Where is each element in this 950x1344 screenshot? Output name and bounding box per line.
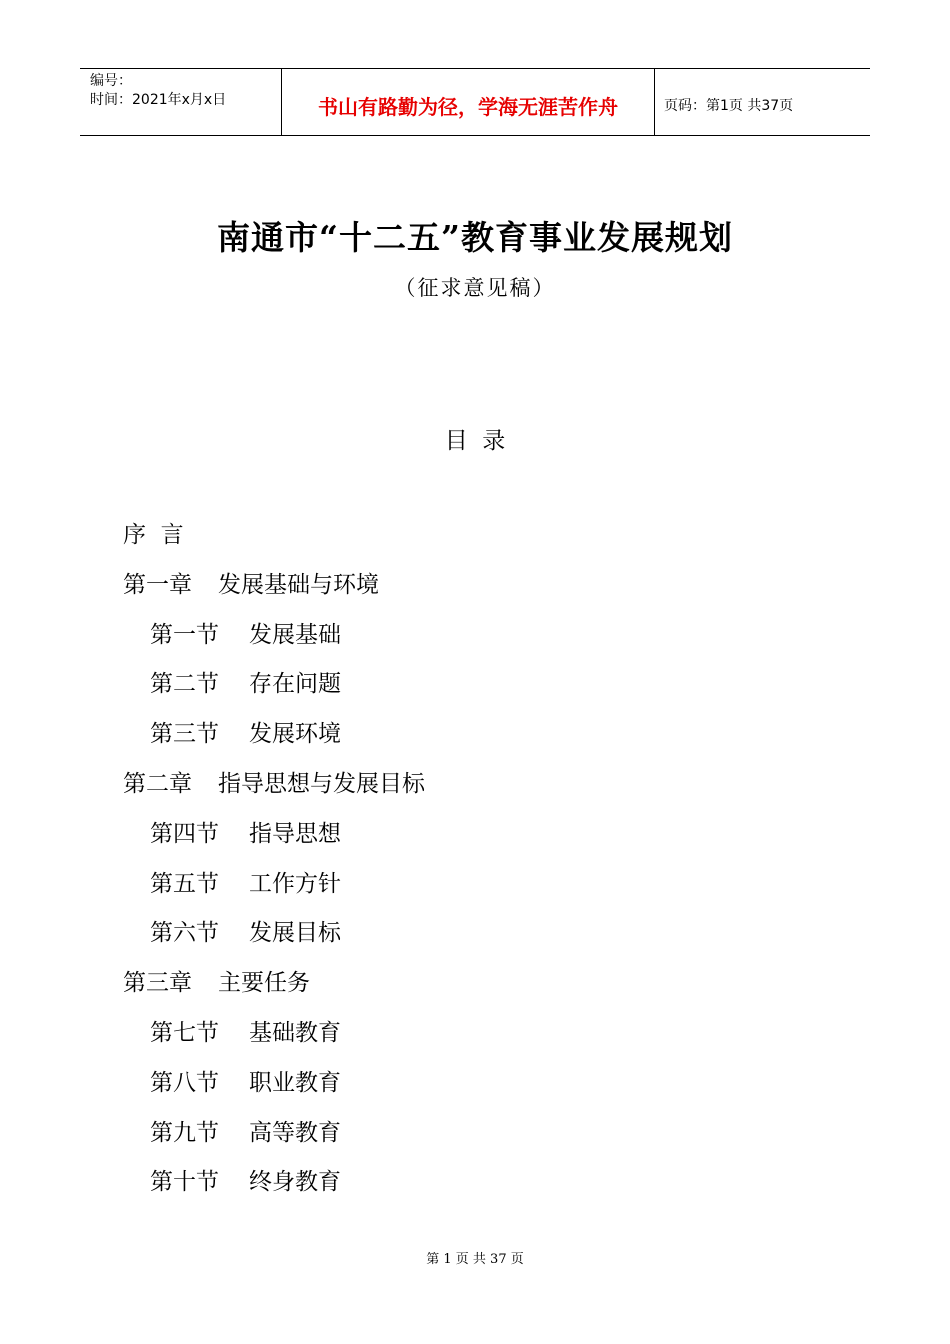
toc-entry-title: 指导思想与发展目标 [218, 771, 425, 797]
toc-entry-number: 第八节 [150, 1070, 219, 1096]
toc-section [150, 819, 341, 849]
toc-section [150, 620, 341, 650]
toc-section [150, 1118, 341, 1148]
toc-entry-number: 第十节 [150, 1169, 219, 1195]
toc-section [150, 1068, 341, 1098]
document-date-label: 时间：2021年x月x日 [90, 92, 227, 108]
toc-chapter [123, 968, 310, 998]
toc-entry-title: 工作方针 [249, 871, 341, 897]
toc-entry-title: 发展目标 [249, 920, 341, 946]
toc-entry-number: 第五节 [150, 871, 219, 897]
toc-section [150, 869, 341, 899]
toc-entry-title: 指导思想 [249, 821, 341, 847]
document-title: 南通市“十二五”教育事业发展规划 [217, 218, 733, 257]
toc-entry-title: 基础教育 [249, 1020, 341, 1046]
header-page-info: 页码：第1页 共37页 [664, 98, 794, 114]
toc-entry-title: 终身教育 [249, 1169, 341, 1195]
toc-section [150, 1167, 341, 1197]
toc-entry-title: 存在问题 [249, 671, 341, 697]
toc-section [150, 918, 341, 948]
toc-entry-title: 发展基础 [249, 622, 341, 648]
toc-entry-title: 主要任务 [218, 970, 310, 996]
toc-section [150, 719, 341, 749]
header-motto: 书山有路勤为径，学海无涯苦作舟 [318, 95, 618, 119]
toc-entry-number: 第二节 [150, 671, 219, 697]
toc-section [150, 1018, 341, 1048]
toc-entry-number: 第七节 [150, 1020, 219, 1046]
toc-entry-number: 第六节 [150, 920, 219, 946]
toc-entry-number: 第一章 [123, 572, 192, 598]
toc-section [150, 669, 341, 699]
toc-entry-number: 第九节 [150, 1120, 219, 1146]
toc-entry-number: 第二章 [123, 771, 192, 797]
toc-entry-number: 第三章 [123, 970, 192, 996]
page-footer: 第 1 页 共 37 页 [426, 1252, 524, 1267]
toc-chapter [123, 769, 425, 799]
toc-entry-title: 高等教育 [249, 1120, 341, 1146]
toc-chapter [123, 520, 184, 550]
document-number-label: 编号： [90, 73, 132, 89]
toc-entry-title: 发展基础与环境 [218, 572, 379, 598]
toc-entry-number: 序 言 [123, 522, 184, 548]
toc-entry-title: 职业教育 [249, 1070, 341, 1096]
toc-heading: 目 录 [444, 428, 506, 454]
toc-entry-number: 第三节 [150, 721, 219, 747]
toc-entry-title: 发展环境 [249, 721, 341, 747]
toc-chapter [123, 570, 379, 600]
document-subtitle: （征求意见稿） [394, 276, 556, 300]
toc-entry-number: 第一节 [150, 622, 219, 648]
toc-entry-number: 第四节 [150, 821, 219, 847]
